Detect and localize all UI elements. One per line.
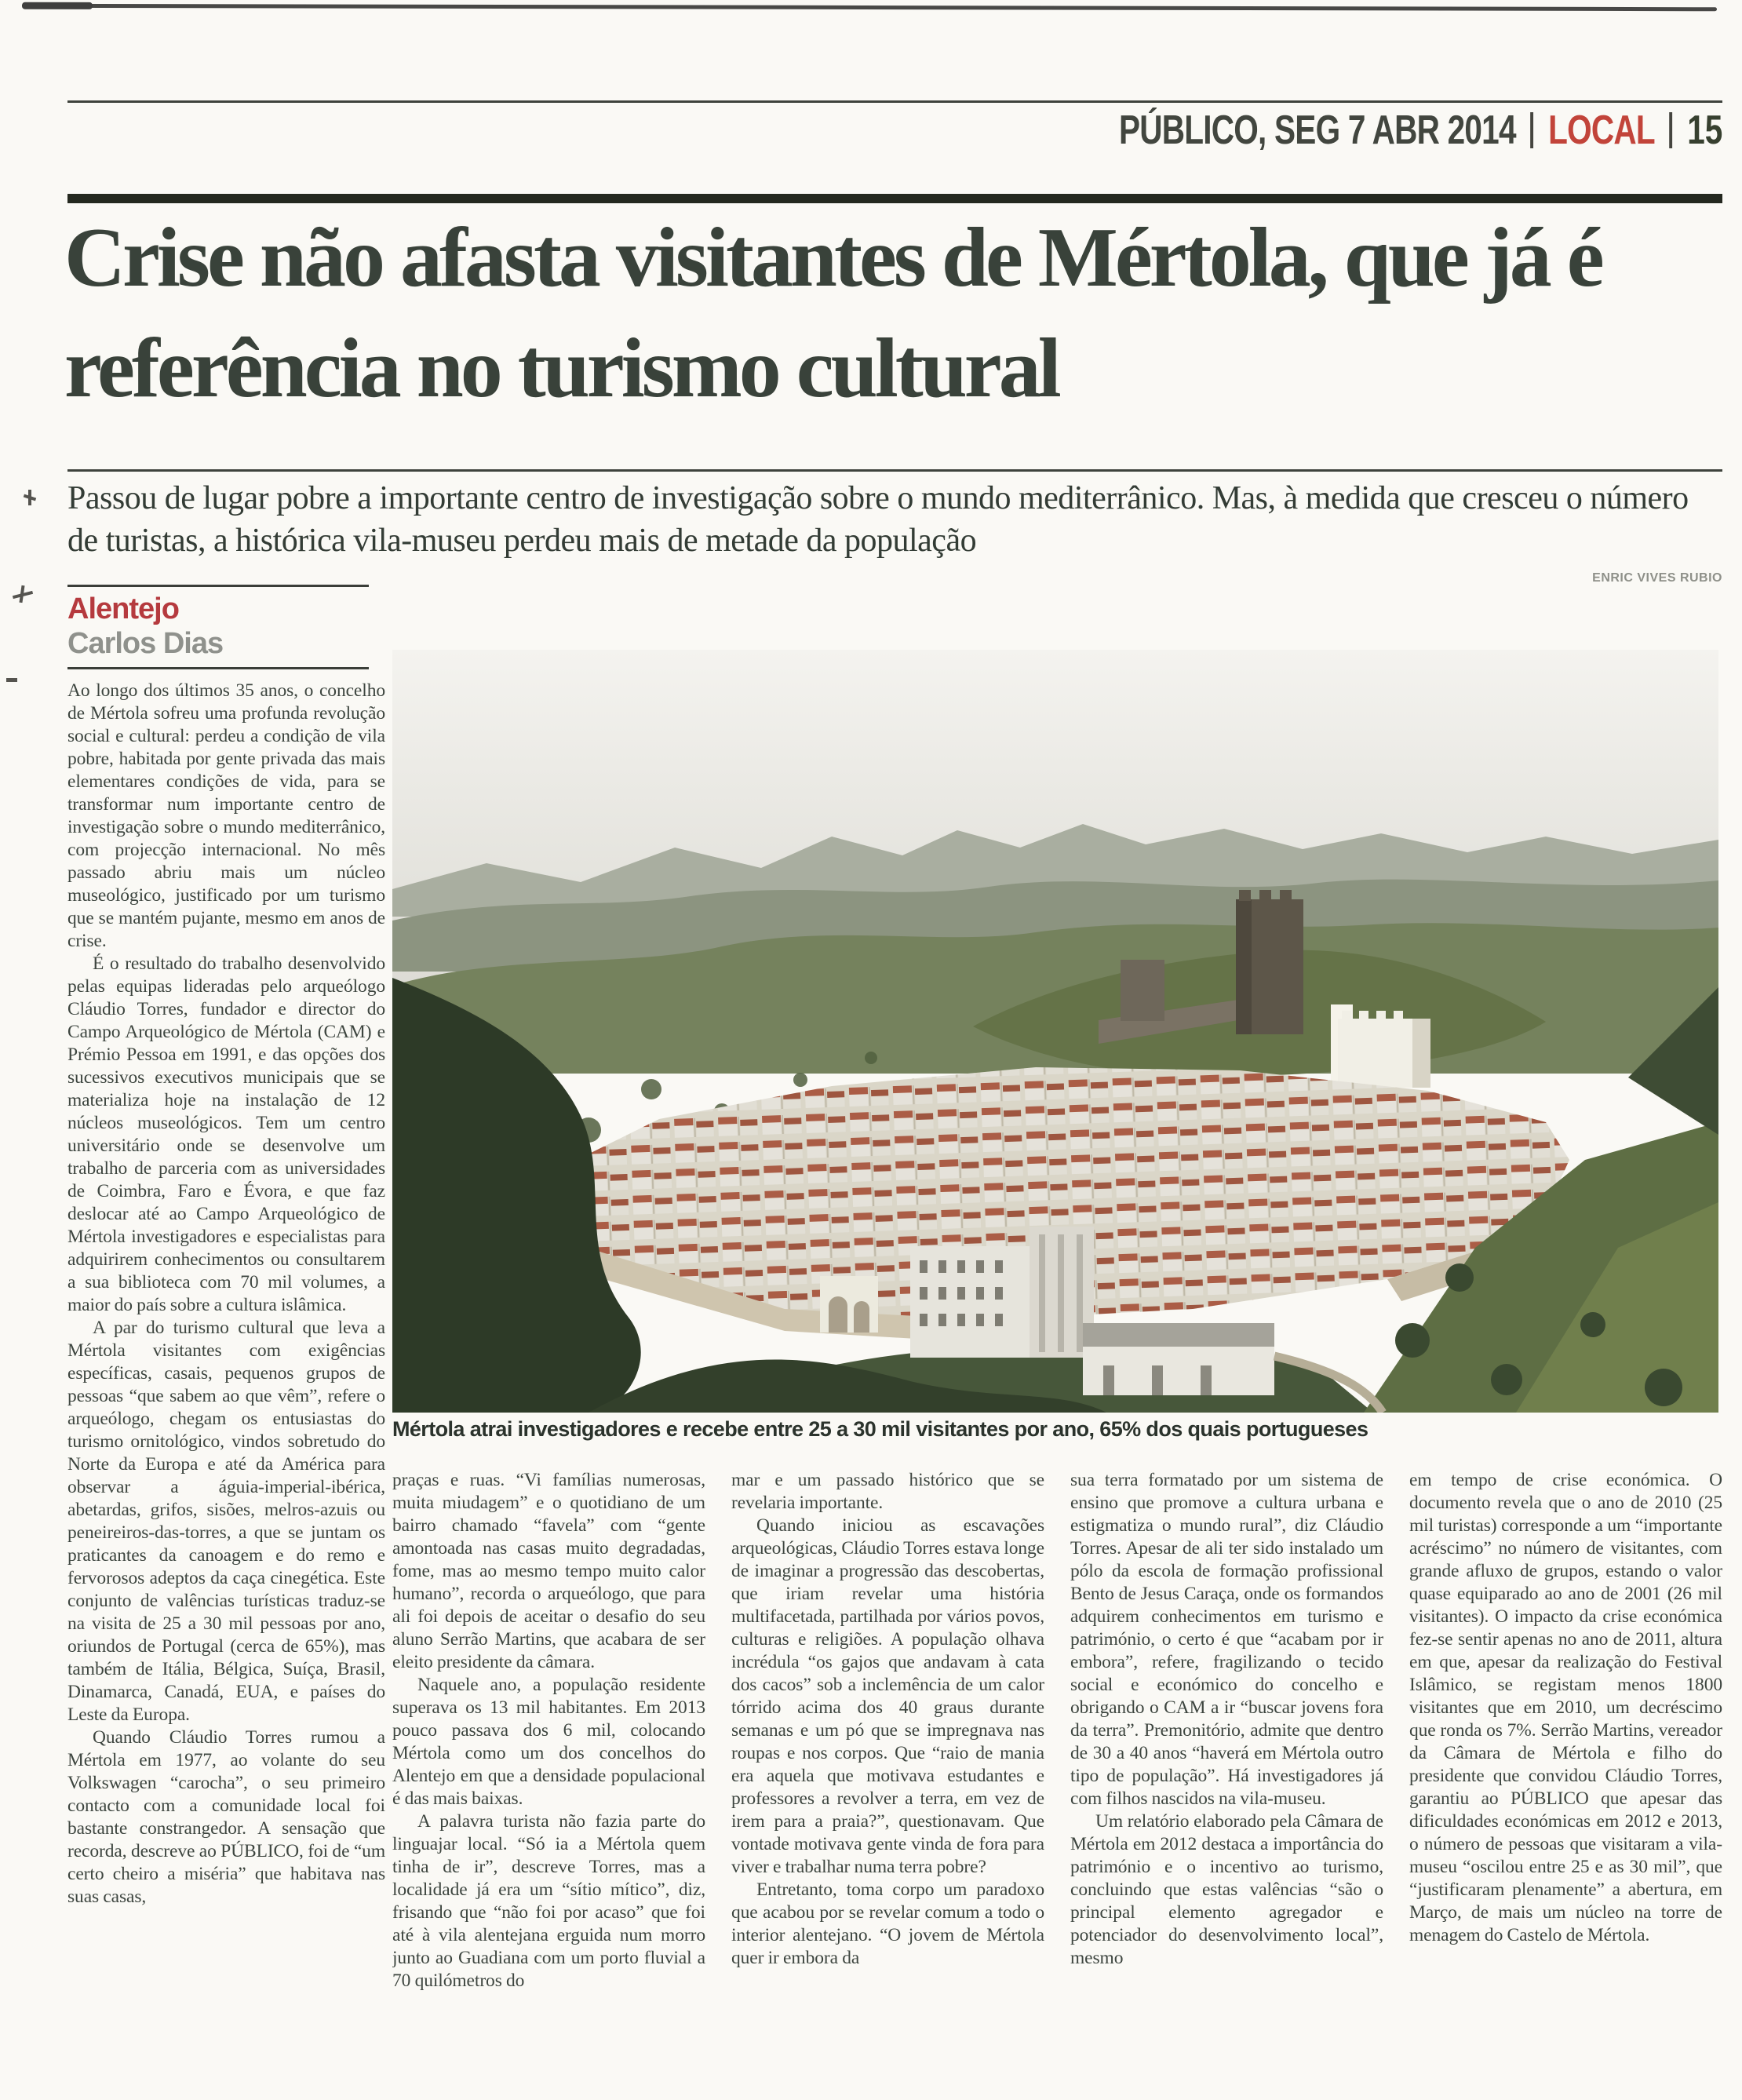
article-paragraph: Quando iniciou as escavações arqueológicas, Cláudio Torres estava longe de imaginar a progressão das descobertas, que iriam revelar uma história multifacetada, partilhada por vários povos, culturas e religiões. A população olhava incrédula “os gajos que andavam à cata dos cacos” sob a inclemência de um calor tórrido acima dos 40 graus durante semanas e um pó que se impregnava nas roupas e nos corpos. Que “raio de mania era aquela que motivava estudantes e professores a revolver a terra, em vez de irem para a praia?”, questionavam. Que vontade motivava gente vinda de fora para viver e trabalhar numa terra pobre? xyxy=(731,1515,1044,1877)
kicker-rule-bottom xyxy=(67,667,369,669)
article-paragraph: em tempo de crise económica. O documento revela que o ano de 2010 (25 mil turistas) corresponde a um “importante acréscimo” no número de visitantes, com grande afluxo de grupos, estando o valor quase equiparado ao ano de 2001 (26 mil visitantes). O impacto da crise económica fez-se sentir apenas no ano de 2011, altura em que, apesar da realização do Festival Islâmico, se registam menos 1800 visitantes que em 2010, um decréscimo que ronda os 7%. Serrão Martins, vereador da Câmara de Mértola e filho do presidente que convidou Cláudio Torres, garantiu ao PÚBLICO que apesar das dificuldades económicas em 2012 e 2013, o número de pessoas que visitaram a vila-museu “oscilou entre 25 e as 30 mil”, que “justificaram plenamente” a abertura, em Março, de mais um núcleo na torre de menagem do Castelo de Mértola. xyxy=(1409,1470,1722,1945)
article-paragraph: É o resultado do trabalho desenvolvido pelas equipas lideradas pelo arqueólogo Cláudio Torres, fundador e director do Campo Arqueológico de Mértola (CAM) e Prémio Pessoa em 1991, e das opções dos sucessivos executivos municipais que se materializa hoje na instalação de 12 núcleos museológicos. Tem um centro universitário onde se desenvolve um trabalho de parceria com as universidades de Coimbra, Faro e Évora, e que faz deslocar até ao Campo Arqueológico de Mértola investigadores e especialistas para adquirirem conhecimentos ou consultarem a sua biblioteca com 70 mil volumes, a maior do país sobre a cultura islâmica. xyxy=(67,953,385,1315)
article-paragraph: praças e ruas. “Vi famílias numerosas, muita miudagem” e o quotidiano de um bairro chamado “favela” com “gente amontoada nas casas muito degradadas, fome, mas ao mesmo tempo muito calor humano”, recorda o arqueólogo, que para ali foi depois de aceitar o desafio do seu aluno Serrão Martins, que acabara de ser eleito presidente da câmara. xyxy=(392,1470,705,1672)
standfirst: Passou de lugar pobre a importante centro de investigação sobre o mundo mediterrânico. Mas, à medida que cresceu o número de turistas, a histórica vila-museu perdeu mais de metade da população xyxy=(67,480,1689,559)
masthead-text: PÚBLICO, SEG 7 ABR 2014 xyxy=(1118,108,1516,153)
masthead-rule xyxy=(67,100,1722,103)
photo-credit: ENRIC VIVES RUBIO xyxy=(1592,571,1722,585)
article-bottom-columns xyxy=(392,1469,1722,2089)
divider xyxy=(1530,112,1533,148)
article-paragraph: A palavra turista não fazia parte do linguajar local. “Só ia a Mértola quem tinha de ir”, descreve Torres, mas a localidade já era um “sítio mítico”, diz, frisando que “não foi por acaso” que foi até à vila alentejana erguida num morro junto ao Guadiana com um porto fluvial a 70 quilómetros do xyxy=(392,1811,705,1991)
article-column-1 xyxy=(67,680,385,2073)
kicker-author: Carlos Dias xyxy=(67,627,224,660)
scan-registration-mark xyxy=(6,678,17,682)
page-header xyxy=(1119,107,1722,154)
article-paragraph: Um relatório elaborado pela Câmara de Mértola em 2012 destaca a importância do património e o incentivo ao turismo, concluindo que estas valências “são o principal elemento agregador e potenciador do desenvolvimento local”, mesmo xyxy=(1070,1811,1383,1968)
divider xyxy=(1669,112,1672,148)
scan-artifact-top-edge xyxy=(22,4,1717,12)
kicker-region: Alentejo xyxy=(67,592,179,625)
article-paragraph: mar e um passado histórico que se revelaria importante. xyxy=(731,1470,1044,1513)
photo-mertola-village xyxy=(392,650,1718,1413)
article-paragraph: Naquele ano, a população residente superava os 13 mil habitantes. Em 2013 pouco passava dos 6 mil, colocando Mértola como um dos concelhos do Alentejo em que a densidade populacional é das mais baixas. xyxy=(392,1675,705,1809)
scan-registration-mark xyxy=(28,490,31,505)
photo-caption: Mértola atrai investigadores e recebe entre 25 a 30 mil visitantes por ano, 65% dos quais portugueses xyxy=(392,1417,1368,1441)
photo-illustration xyxy=(392,650,1718,1413)
article-paragraph: sua terra formatado por um sistema de ensino que promove a cultura urbana e estigmatiza o mundo rural”, diz Cláudio Torres. Apesar de ali ter sido instalado um pólo da escola de formação profissional Bento de Jesus Caraça, onde os formandos adquirem conhecimentos em turismo e património, o certo é que “acabam por ir embora”, refere, fragilizando o tecido social e económico do concelho e obrigando o CAM a ir “buscar jovens fora da terra”. Premonitório, admite que dentro de 30 a 40 anos “haverá em Mértola outro tipo de população”. Há investigadores já com filhos nascidos na vila-museu. xyxy=(1070,1470,1383,1809)
article-column-2 xyxy=(392,1469,705,2089)
page-number: 15 xyxy=(1686,108,1722,153)
kicker-block xyxy=(67,585,369,669)
standfirst-rule xyxy=(67,469,1722,472)
article-column-4 xyxy=(1070,1469,1383,2089)
headline: Crise não afasta visitantes de Mértola, que já é referência no turismo cultural xyxy=(64,211,1602,415)
section-label: LOCAL xyxy=(1547,108,1655,153)
large-white-building xyxy=(910,1227,1094,1358)
article-paragraph: Ao longo dos últimos 35 anos, o concelho de Mértola sofreu uma profunda revolução social e cultural: perdeu a condição de vila pobre, habitada por gente privada das mais elementares condições de vida, para se transformar num importante centro de investigação sobre o mundo mediterrânico, com projecção internacional. No mês passado abriu mais um núcleo museológico, justificado por um turismo que se mantém pujante, mesmo em anos de crise. xyxy=(67,680,385,951)
warehouse xyxy=(1083,1323,1274,1395)
article-paragraph: Quando Cláudio Torres rumou a Mértola em 1977, ao volante do seu Volkswagen “carocha”, o seu primeiro contacto com a comunidade local foi bastante constrangedor. A sensação que recorda, descreve ao PÚBLICO, foi de “um certo cheiro a miséria” que habitava nas suas casas, xyxy=(67,1727,385,1907)
article-column-3 xyxy=(731,1469,1044,2089)
kicker-rule-top xyxy=(67,585,369,587)
article-paragraph: A par do turismo cultural que leva a Mértola visitantes com exigências específicas, casais, pequenos grupos de pessoas “que sabem ao que vêm”, refere o arqueólogo, chegam os entusiastas do turismo ornitológico, vindos sobretudo do Norte da Europa e até da América para observar a águia-imperial-ibérica, abetardas, grifos, sisões, melros-azuis ou peneireiros-das-torres, a que se juntam os praticantes da canoagem e do remo e fervorosos adeptos da caça cinegética. Este conjunto de valências turísticas traduz-se na visita de 25 a 30 mil pessoas por ano, oriundos de Portugal (cerca de 65%), mas também de Itália, Bélgica, Suíça, Brasil, Dinamarca, Canadá, EUA, e países do Leste da Europa. xyxy=(67,1318,385,1725)
article-paragraph: Entretanto, toma corpo um paradoxo que acabou por se revelar comum a todo o interior alentejano. “O jovem de Mértola quer ir embora da xyxy=(731,1879,1044,1968)
article-column-5 xyxy=(1409,1469,1722,2089)
